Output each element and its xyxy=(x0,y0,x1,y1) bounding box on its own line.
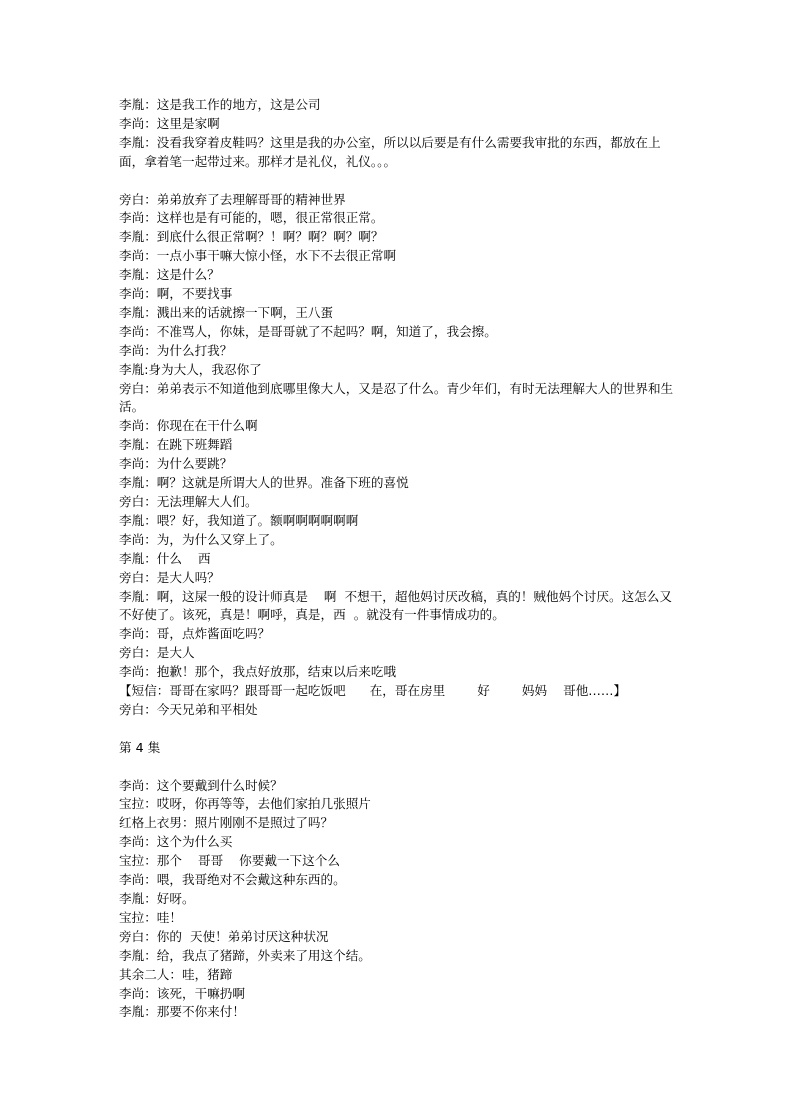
episode-heading-block xyxy=(119,739,679,758)
dialogue-line: 李尚：啊，不要找事 xyxy=(119,286,233,302)
dialogue-line: 李尚：不准骂人，你妹，是哥哥就了不起吗？啊，知道了，我会擦。 xyxy=(119,323,497,339)
dialogue-line: 李胤：在跳下班舞蹈 xyxy=(119,437,233,453)
dialogue-line: 李尚：哥，点炸酱面吃吗？ xyxy=(119,626,271,642)
dialogue-line: 旁白：今天兄弟和平相处 xyxy=(119,701,258,717)
dialogue-line: 李胤：到底什么很正常啊？！啊？啊？啊？啊？ xyxy=(119,229,384,245)
dialogue-line: 李尚：一点小事干嘛大惊小怪，水下不去很正常啊 xyxy=(119,248,397,264)
dialogue-line: 李尚：为什么要跳？ xyxy=(119,456,233,472)
dialogue-line: 李尚：为什么打我？ xyxy=(119,342,233,358)
dialogue-line: 旁白：无法理解大人们。 xyxy=(119,494,258,510)
dialogue-line: 李胤：溅出来的话就擦一下啊，王八蛋 xyxy=(119,304,334,320)
script-text xyxy=(119,96,679,1022)
dialogue-line: 李胤:身为大人，我忍你了 xyxy=(119,361,262,377)
paragraph-spacer xyxy=(119,758,679,777)
dialogue-line: 红格上衣男：照片刚刚不是照过了吗？ xyxy=(119,815,334,831)
dialogue-line: 李尚：该死，干嘛扔啊 xyxy=(119,985,245,1001)
dialogue-line: 旁白：弟弟表示不知道他到底哪里像大人，又是忍了什么。青少年们，有时无法理解大人的世界和生活。 xyxy=(119,380,674,415)
dialogue-line: 宝拉：那个 哥哥 你要戴一下这个么 xyxy=(119,853,340,869)
dialogue-line: 李胤：啊，这屎一般的设计师真是 啊 不想干，超他妈讨厌改稿，真的！贼他妈个讨厌。这怎么又不好使了。该死，真是！啊呼，真是，西 。就没有一件事情成功的。 xyxy=(119,588,672,623)
dialogue-line: 旁白：是大人 xyxy=(119,645,195,661)
paragraph-spacer xyxy=(119,172,679,191)
dialogue-line: 李胤：没看我穿着皮鞋吗？这里是我的办公室，所以以后要是有什么需要我审批的东西，都放在上面，拿着笔一起带过来。那样才是礼仪，礼仪。。。 xyxy=(119,134,661,169)
dialogue-block xyxy=(119,777,679,1023)
dialogue-line: 李尚：抱歉！那个，我点好放那，结束以后来吃哦 xyxy=(119,664,397,680)
episode-heading: 第 4 集 xyxy=(119,739,161,755)
dialogue-line: 【短信：哥哥在家吗？跟哥哥一起吃饭吧 在，哥在房里 好 妈妈 哥他……】 xyxy=(119,683,627,699)
dialogue-line: 宝拉：哎呀，你再等等，去他们家拍几张照片 xyxy=(119,796,371,812)
dialogue-line: 李胤：好呀。 xyxy=(119,891,195,907)
dialogue-line: 其余二人：哇，猪蹄 xyxy=(119,966,233,982)
dialogue-line: 旁白：你的 天使！弟弟讨厌这种状况 xyxy=(119,928,329,944)
dialogue-line: 李胤：那要不你来付！ xyxy=(119,1004,245,1020)
dialogue-line: 宝拉：哇！ xyxy=(119,909,182,925)
dialogue-block xyxy=(119,96,679,172)
dialogue-line: 李胤：这是我工作的地方，这是公司 xyxy=(119,97,321,112)
dialogue-line: 李胤：这是什么？ xyxy=(119,267,220,283)
dialogue-line: 李胤：什么 西 xyxy=(119,550,211,566)
paragraph-spacer xyxy=(119,720,679,739)
dialogue-line: 李尚：这个要戴到什么时候？ xyxy=(119,777,283,793)
dialogue-line: 李胤：给，我点了猪蹄，外卖来了用这个结。 xyxy=(119,947,371,963)
dialogue-line: 李尚：喂，我哥绝对不会戴这种东西的。 xyxy=(119,872,346,888)
dialogue-line: 李尚：这样也是有可能的，嗯，很正常很正常。 xyxy=(119,210,384,226)
dialogue-line: 李尚：这里是家啊 xyxy=(119,115,220,131)
dialogue-line: 李尚：为，为什么又穿上了。 xyxy=(119,531,283,547)
dialogue-line: 旁白：是大人吗？ xyxy=(119,569,220,585)
dialogue-line: 李胤：喂？好，我知道了。额啊啊啊啊啊啊 xyxy=(119,512,359,528)
dialogue-line: 李尚：这个为什么买 xyxy=(119,834,233,850)
dialogue-line: 旁白：弟弟放弃了去理解哥哥的精神世界 xyxy=(119,191,346,207)
dialogue-line: 李胤：啊？这就是所谓大人的世界。准备下班的喜悦 xyxy=(119,475,409,491)
dialogue-block xyxy=(119,191,679,720)
dialogue-line: 李尚：你现在在干什么啊 xyxy=(119,418,258,434)
